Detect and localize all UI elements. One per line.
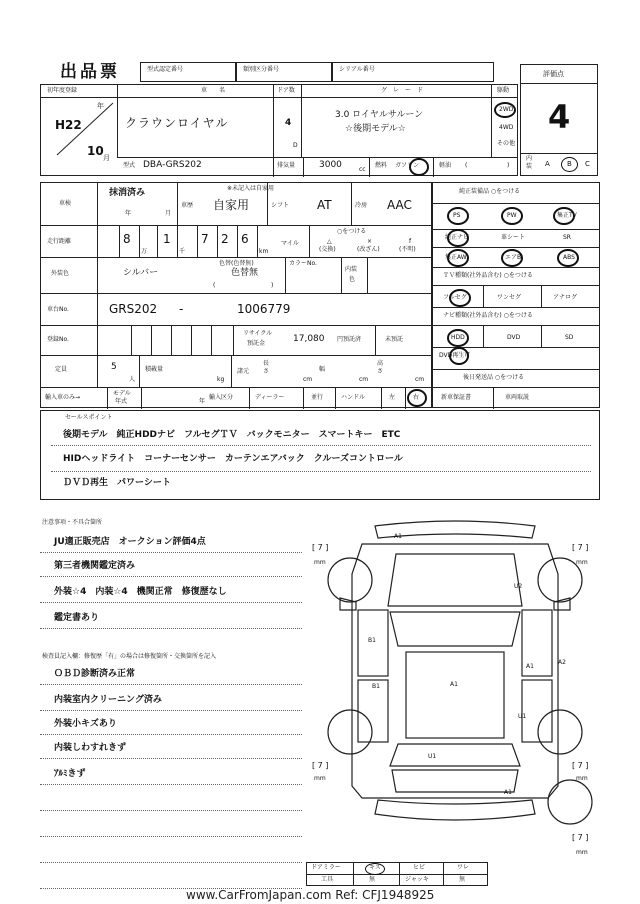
fuel-light: 軽油 (439, 162, 452, 169)
inspector-line-2: 内装室内クリーニング済み (54, 695, 162, 705)
tv-oneseg: ワンセグ (497, 294, 522, 301)
equip-tv: 集正TV (557, 212, 577, 219)
width-label: 幅 (319, 366, 326, 373)
chassis-dash: - (179, 302, 184, 316)
mark-left-front-door: B1 (368, 637, 376, 644)
mark-right-front-door: A1 (526, 663, 534, 670)
exterior-value: シルバー (123, 268, 159, 278)
equip-aw-circle (447, 249, 469, 267)
tire-fl-label: [ 7 ] (312, 543, 329, 552)
tire-spare-unit: mm (576, 849, 588, 856)
sales-line-1: 後期モデル 純正HDDナビ フルセグＴＶ バックモニター スマートキー ETC (63, 430, 401, 440)
meter-opt-1-top: △ (327, 238, 332, 245)
mileage-digit-1: 8 (123, 232, 131, 246)
meter-opt-2-bottom: (改ざん) (357, 246, 380, 253)
handle-label: ハンドル (341, 394, 366, 401)
doors-value: 4 (285, 118, 292, 128)
model-value: DBA-GRS202 (143, 160, 202, 170)
mark-rear-right-fender: U1 (518, 713, 527, 720)
mileage-label: 走行距離 (47, 238, 72, 245)
model-label: 型式 (123, 162, 136, 169)
score-value: 4 (548, 98, 571, 136)
after-warranty: 新車保証書 (441, 394, 472, 401)
inspector-line-1: ＯＢＤ診断済み正常 (54, 669, 136, 679)
drive-other: その他 (497, 140, 516, 147)
tire-rr-unit: mm (576, 775, 588, 782)
inspector-line-4: 内装しわすれきず (54, 743, 127, 753)
equip-pw-circle (501, 207, 523, 225)
len-label-2: さ (263, 368, 270, 375)
warp-option: ワレ (457, 864, 470, 871)
fuel-label: 燃料 (375, 162, 388, 169)
equip-abs: ABS (563, 254, 575, 261)
tire-rl-label: [ 7 ] (312, 761, 329, 770)
damage-circle (365, 863, 385, 875)
load-label: 積載量 (145, 366, 164, 373)
accessory-table (306, 862, 488, 886)
grade-line-1: 3.0 ロイヤルサルーン (335, 110, 424, 120)
notes-line-4: 鑑定書あり (54, 613, 100, 623)
jack-none: 無 (459, 876, 466, 883)
sales-label: セールスポイント (65, 414, 113, 421)
jack-label: ジャッキ (405, 876, 429, 883)
displacement-unit: cc (359, 166, 366, 173)
fuel-paren-close: ) (507, 162, 510, 169)
navi-sd: SD (565, 334, 574, 341)
meter-opt-3-bottom: (不明) (399, 246, 416, 253)
history-value: 自家用 (213, 198, 250, 212)
color-change-label: 色替(色替無) (219, 260, 254, 267)
equip-sr: SR (563, 234, 571, 241)
handle-right-circle (407, 389, 427, 407)
import-label: 輸入車のみ→ (45, 394, 81, 401)
model-year-label-1: モデル (113, 390, 131, 397)
cm-2: cm (359, 376, 369, 383)
meter-opt-2-top: × (367, 238, 373, 245)
month-value: 10 (87, 144, 104, 158)
interior-label-2: 装 (526, 163, 533, 170)
color-change-value: 色替無 (231, 268, 259, 278)
cm-3: cm (415, 376, 425, 383)
equip-airbag-circle (501, 249, 523, 267)
mileage-unit-km: km (259, 248, 269, 255)
displacement-value: 3000 (319, 160, 342, 170)
serial-box (332, 62, 494, 82)
chassis-label: 車台No. (47, 306, 69, 313)
crack-option: ヒビ (413, 864, 426, 871)
inspector-line-5: ｱﾙﾐきず (54, 769, 86, 779)
class-no-box (236, 62, 332, 82)
mileage-digit-3: 7 (201, 232, 209, 246)
first-reg-label: 初年度登録 (47, 87, 78, 94)
dim-label: 諸元 (237, 368, 250, 375)
model-year-label-2: 年式 (115, 398, 128, 405)
navi-hdd: HDD (451, 334, 465, 341)
mark-trunk: U1 (428, 753, 437, 760)
history-note: ※未記入は自家用 (227, 185, 275, 192)
door-mirror-label: ドアミラー (311, 864, 341, 871)
interior-b-circle (561, 157, 578, 172)
mark-left-rear-door: B1 (372, 683, 380, 690)
fuel-gas-circle (409, 158, 429, 176)
tire-spare-label: [ 7 ] (572, 833, 589, 842)
year-suffix: 年 (97, 102, 104, 110)
equip-navi-circle (447, 229, 469, 247)
inspection-year: 年 (125, 210, 132, 217)
height-label-2: さ (377, 368, 384, 375)
cert-no-box (140, 62, 236, 82)
recycle-label-1: リサイクル (243, 330, 273, 337)
meter-opt-3-top: f (409, 238, 412, 245)
dvd-circle (449, 347, 469, 365)
tv-fullseg: フルセグ (443, 294, 467, 301)
car-name-value: クラウンロイヤル (125, 116, 229, 130)
sales-point-block (40, 410, 600, 500)
tire-rl-unit: mm (314, 775, 326, 782)
inspection-value: 抹消済み (109, 188, 146, 198)
capacity-unit: 人 (129, 376, 136, 383)
len-label-1: 長 (263, 360, 270, 367)
mileage-digit-2: 1 (163, 232, 171, 246)
handle-left: 左 (389, 394, 396, 401)
grade-label: グ レ ー ド (381, 87, 424, 94)
mileage-digit-4: 2 (221, 232, 229, 246)
mileage-unit-sen: 千 (179, 248, 186, 255)
aircon-value: AAC (387, 198, 412, 212)
notes-line-1: JU適正販売店 オークション評価4点 (54, 537, 206, 547)
equipment-block (432, 182, 600, 408)
sales-line-2: HIDヘッドライト コーナーセンサー カーテンエアバック クルーズコントロール (63, 454, 403, 464)
sales-line-3: ＤＶＤ再生 パワーシート (63, 478, 171, 488)
mile-label: マイル (281, 240, 299, 247)
equip-navi: 純正ナビ (445, 234, 470, 241)
paren-open: ( (213, 282, 216, 289)
import-type-label: 輸入区分 (209, 394, 234, 401)
inspector-label: 検査員記入欄：修復歴「有」の場合は修復箇所・交換箇所を記入 (42, 653, 217, 660)
mark-right-side: A2 (558, 659, 566, 666)
capacity-value: 5 (111, 362, 117, 372)
equip-leather: 革シート (501, 234, 526, 241)
interior-color-label-2: 色 (349, 276, 356, 283)
year-era: H22 (55, 118, 82, 132)
recycle-paid: 円預託済 (337, 336, 362, 343)
tools-none: 無 (369, 876, 376, 883)
navi-title: ナビ種類(社外品含む) ○をつける (443, 312, 533, 319)
aircon-label: 冷房 (355, 202, 368, 209)
class-no-label: 類別区分番号 (243, 66, 280, 73)
tire-fr-unit: mm (576, 559, 588, 566)
equip-aw: 集正AW (445, 254, 467, 261)
mileage-digit-5: 6 (241, 232, 249, 246)
chassis-prefix: GRS202 (109, 302, 158, 316)
equip-ps-circle (447, 207, 469, 225)
notes-line-3: 外装☆4 内装☆4 機関正常 修復歴なし (54, 587, 227, 597)
meter-opt-1-bottom: (交換) (319, 246, 336, 253)
car-damage-diagram (300, 514, 610, 864)
equipment-title: 純正装備品 ○をつける (459, 188, 521, 195)
after-manual: 車両取説 (505, 394, 530, 401)
tire-fl-unit: mm (314, 559, 326, 566)
interior-grade-b: B (567, 160, 572, 168)
displacement-label: 排気量 (277, 162, 296, 169)
reg-no-label: 登録No. (47, 336, 69, 343)
mark-roof: A1 (450, 681, 458, 688)
navi-hdd-circle (447, 329, 469, 347)
tools-label: 工具 (321, 876, 334, 883)
diagonal-divider (51, 99, 117, 157)
drive-label: 駆動 (497, 87, 510, 94)
watermark: www.CarFromJapan.com Ref: CFJ1948925 (186, 888, 435, 902)
shift-value: AT (317, 198, 332, 212)
doors-suffix: D (293, 142, 298, 149)
drive-2wd: 2WD (499, 106, 514, 113)
color-no-label: カラーNo. (289, 260, 317, 267)
capacity-label: 定員 (55, 366, 68, 373)
cm-1: cm (303, 376, 313, 383)
score-label: 評価点 (543, 70, 564, 78)
chassis-number: 1006779 (237, 302, 291, 316)
month-suffix: 月 (103, 154, 110, 162)
tire-rr-label: [ 7 ] (572, 761, 589, 770)
model-year-suffix: 年 (199, 398, 206, 405)
equip-pw: PW (507, 212, 517, 219)
interior-color-label-1: 内装 (345, 266, 358, 273)
notes-label: 注意事項・不具合箇所 (42, 519, 103, 526)
form-title: 出品票 (60, 62, 120, 82)
interior-grade-a: A (545, 160, 550, 168)
score-box (520, 64, 598, 176)
cert-no-label: 型式認定番号 (147, 66, 184, 73)
inspection-label: 車検 (59, 200, 72, 207)
equip-tv-circle (553, 207, 575, 225)
tv-analog: アナログ (553, 294, 578, 301)
doors-label: ドア数 (277, 87, 295, 94)
mark-rear-bumper: A1 (504, 789, 512, 796)
equip-ps: PS (453, 212, 461, 219)
grade-line-2: ☆後期モデル☆ (345, 124, 406, 134)
equip-airbag: エアB (505, 254, 522, 261)
handle-right: 右 (413, 394, 420, 401)
tv-title: ＴＶ種類(社外品含む) ○をつける (443, 272, 533, 279)
inspection-month: 月 (165, 210, 172, 217)
vehicle-info-block (40, 84, 518, 176)
load-unit: kg (217, 376, 225, 383)
serial-label: シリアル番号 (339, 66, 375, 73)
history-label: 車歴 (181, 202, 194, 209)
drive-4wd: 4WD (499, 124, 514, 131)
parallel-option: 並行 (311, 394, 324, 401)
dealer-option: ディーラー (255, 394, 285, 401)
navi-dvd: DVD (507, 334, 521, 341)
inspector-line-3: 外装小キズあり (54, 719, 117, 729)
damage-option: キズ (369, 864, 381, 871)
fuel-gas: ガソリン (395, 162, 420, 169)
exterior-label: 外装色 (51, 270, 70, 277)
car-name-label: 車 名 (201, 87, 226, 94)
dvd-label: DVD再生可 (439, 352, 471, 359)
shift-label: シフト (271, 202, 290, 209)
mark-front-right-fender: U2 (514, 583, 523, 590)
mileage-unit-man: 万 (141, 248, 148, 255)
interior-label-1: 内 (526, 155, 533, 162)
equip-abs-circle (557, 249, 579, 267)
recycle-value: 17,080 (293, 334, 325, 344)
paren-close: ) (271, 282, 274, 289)
meter-circle-note: ○をつける (337, 228, 367, 235)
notes-line-2: 第三者機関鑑定済み (54, 561, 136, 571)
interior-grade-c: C (585, 160, 590, 168)
tire-fr-label: [ 7 ] (572, 543, 589, 552)
mark-front-bumper: A1 (394, 533, 402, 540)
tv-fullseg-circle (449, 289, 471, 307)
height-label-1: 高 (377, 360, 384, 367)
details-block (40, 182, 432, 408)
after-title: 後日発送品 ○をつける (463, 374, 525, 381)
drive-2wd-circle (494, 102, 516, 118)
recycle-unpaid: 未預託 (385, 336, 404, 343)
fuel-paren-open: ( (465, 162, 468, 169)
recycle-label-2: 預託金 (247, 340, 266, 347)
